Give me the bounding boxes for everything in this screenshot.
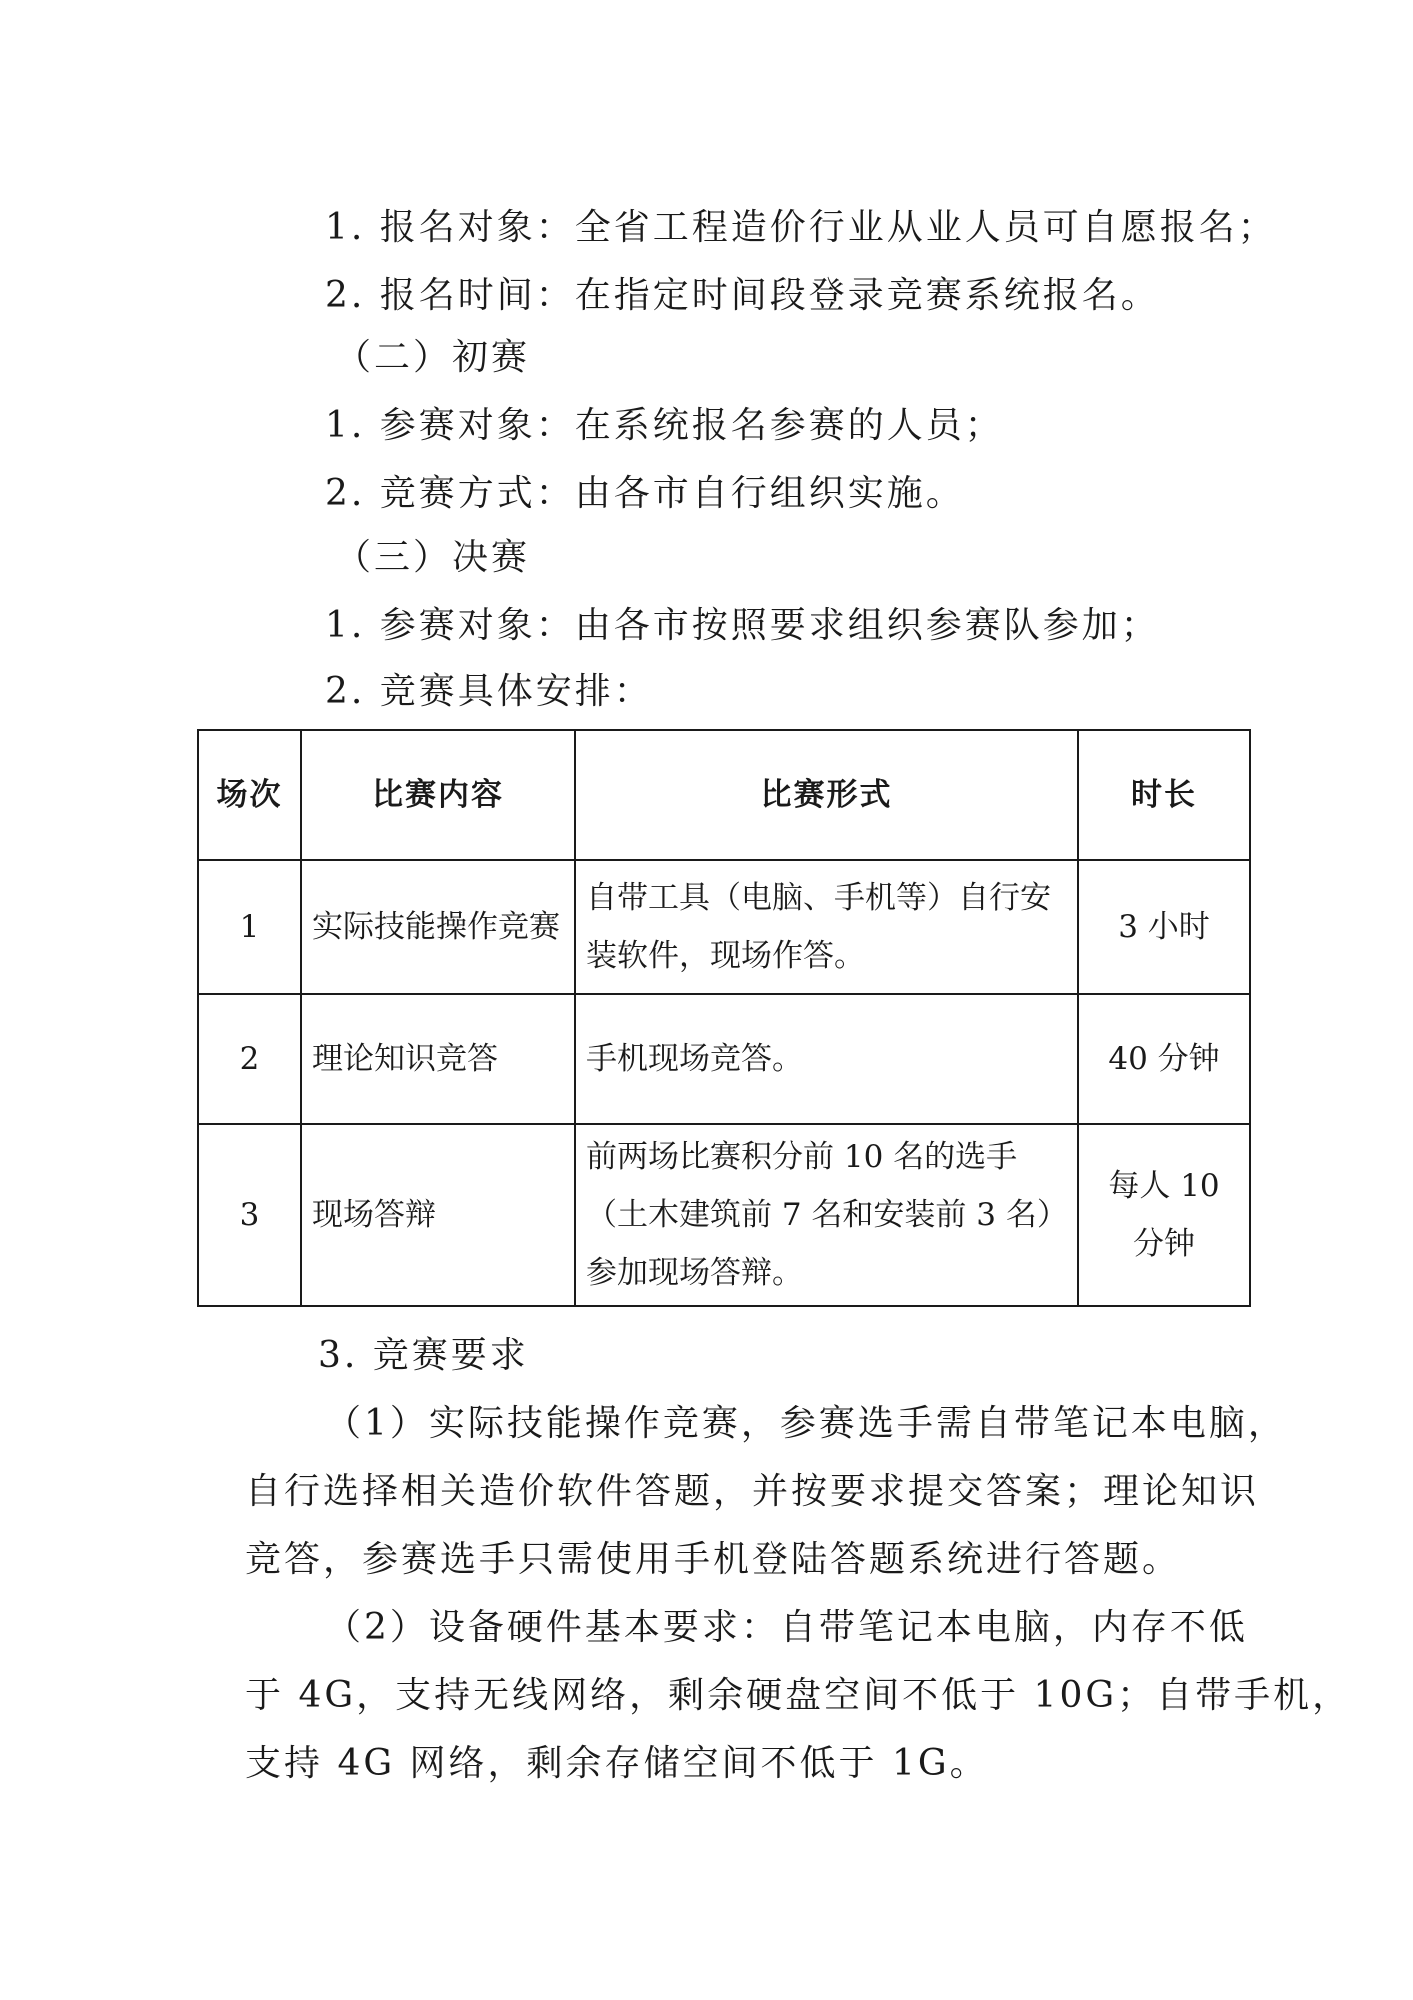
heading-final: （三）决赛 xyxy=(335,537,531,578)
cell-form: 自带工具（电脑、手机等）自行安装软件，现场作答。 xyxy=(575,860,1078,994)
header-form: 比赛形式 xyxy=(575,730,1078,860)
header-content: 比赛内容 xyxy=(301,730,575,860)
cell-content: 现场答辩 xyxy=(301,1124,575,1306)
table-row xyxy=(198,994,1250,1124)
requirements-title: 3. 竞赛要求 xyxy=(318,1335,529,1376)
cell-session: 1 xyxy=(198,860,301,994)
requirement-2-line-3: 支持 4G 网络，剩余存储空间不低于 1G。 xyxy=(245,1743,989,1784)
paragraph-final-target: 1. 参赛对象：由各市按照要求组织参赛队参加； xyxy=(325,605,1160,646)
requirement-2-line-1: （2）设备硬件基本要求：自带笔记本电脑，内存不低 xyxy=(325,1607,1248,1648)
paragraph-signup-time: 2. 报名时间：在指定时间段登录竞赛系统报名。 xyxy=(325,275,1160,316)
table-row xyxy=(198,860,1250,994)
paragraph-prelim-method: 2. 竞赛方式：由各市自行组织实施。 xyxy=(325,473,965,514)
header-session: 场次 xyxy=(198,730,301,860)
schedule-table xyxy=(197,729,1251,1307)
cell-duration: 每人 10 分钟 xyxy=(1078,1124,1250,1306)
cell-form: 手机现场竞答。 xyxy=(575,994,1078,1124)
requirement-2-line-2: 于 4G，支持无线网络，剩余硬盘空间不低于 10G；自带手机， xyxy=(245,1675,1352,1716)
paragraph-prelim-target: 1. 参赛对象：在系统报名参赛的人员； xyxy=(325,405,1004,446)
cell-session: 3 xyxy=(198,1124,301,1306)
paragraph-final-arrangement: 2. 竞赛具体安排： xyxy=(325,671,653,712)
table-header-row xyxy=(198,730,1250,860)
paragraph-signup-target: 1. 报名对象：全省工程造价行业从业人员可自愿报名； xyxy=(325,207,1277,248)
table-row xyxy=(198,1124,1250,1306)
header-duration: 时长 xyxy=(1078,730,1250,860)
cell-content: 实际技能操作竞赛 xyxy=(301,860,575,994)
requirement-1-line-2: 自行选择相关造价软件答题，并按要求提交答案；理论知识 xyxy=(245,1471,1260,1512)
cell-form: 前两场比赛积分前 10 名的选手（土木建筑前 7 名和安装前 3 名）参加现场答辩。 xyxy=(575,1124,1078,1306)
cell-session: 2 xyxy=(198,994,301,1124)
requirement-1-line-1: （1）实际技能操作竞赛，参赛选手需自带笔记本电脑， xyxy=(325,1403,1287,1444)
cell-duration: 40 分钟 xyxy=(1078,994,1250,1124)
cell-content: 理论知识竞答 xyxy=(301,994,575,1124)
requirement-1-line-3: 竞答，参赛选手只需使用手机登陆答题系统进行答题。 xyxy=(245,1539,1182,1580)
heading-preliminary: （二）初赛 xyxy=(335,337,531,378)
cell-duration: 3 小时 xyxy=(1078,860,1250,994)
